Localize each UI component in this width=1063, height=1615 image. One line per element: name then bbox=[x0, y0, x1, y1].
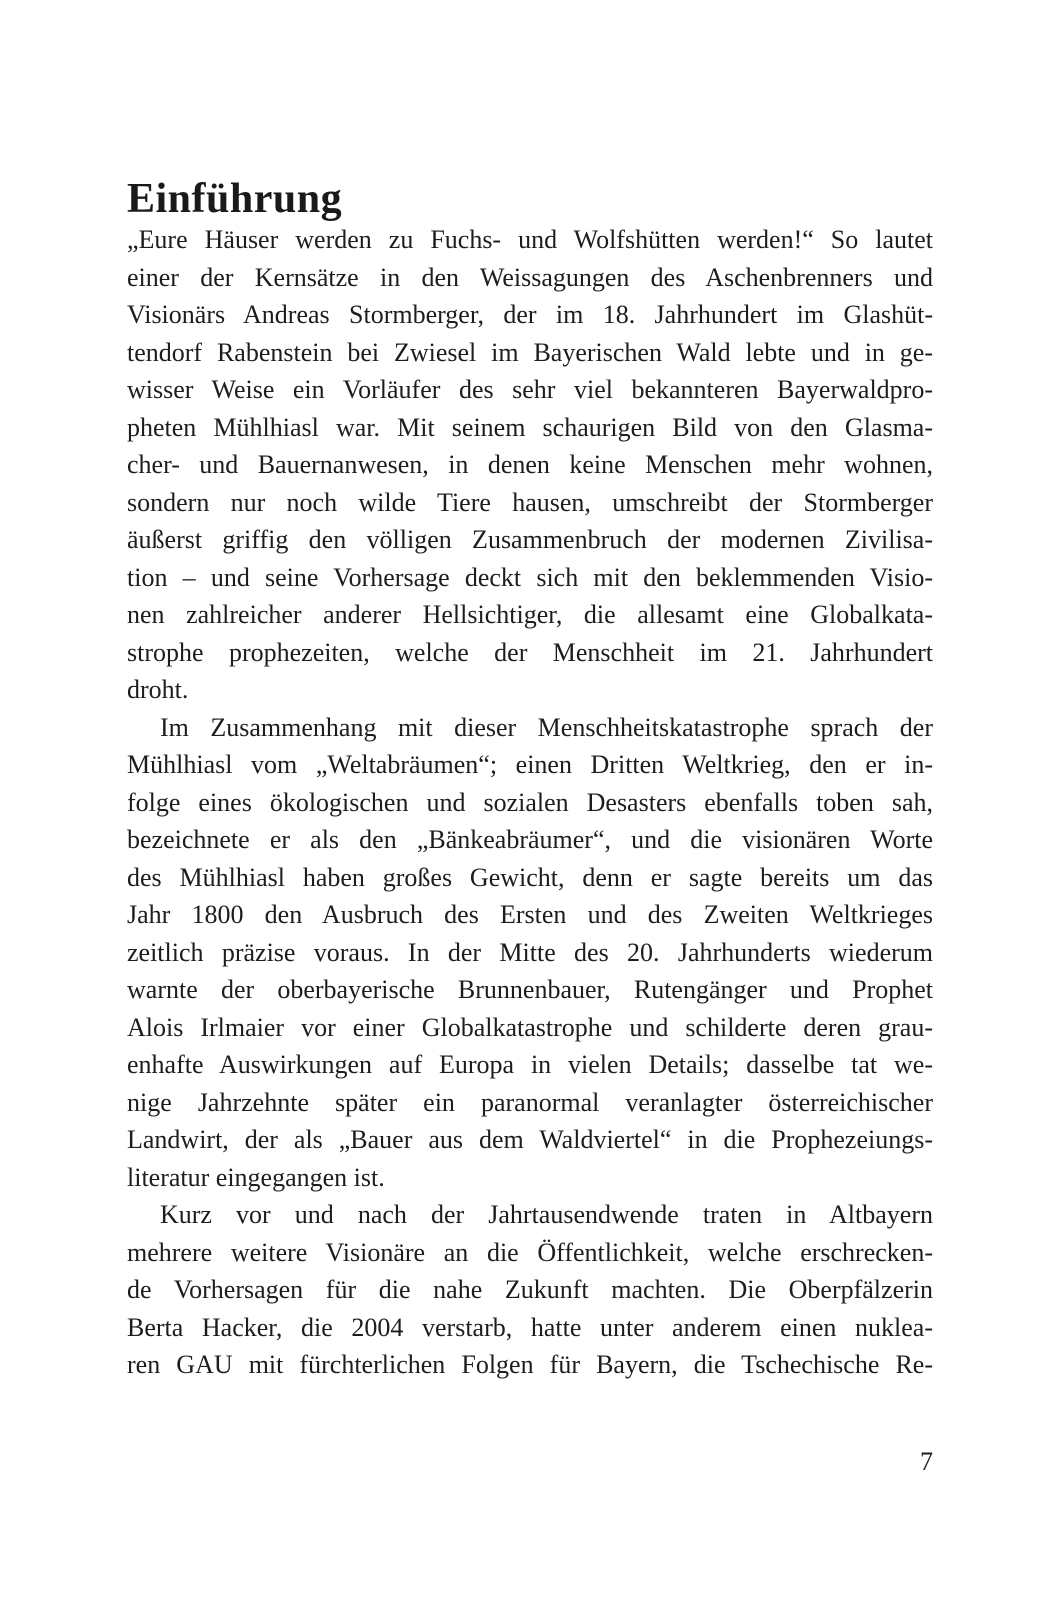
body-line: warnte der oberbayerische Brunnenbauer, Rutengänger und Prophet bbox=[127, 975, 933, 1004]
body-line: literatur eingegangen ist. bbox=[127, 1162, 385, 1192]
body-line: Landwirt, der als „Bauer aus dem Waldviertel“ in die Prophezeiungs- bbox=[127, 1125, 933, 1154]
body-line: sondern nur noch wilde Tiere hausen, umschreibt der Stormberger bbox=[127, 487, 933, 517]
body-line: nige Jahrzehnte später ein paranormal veranlagter österreichischer bbox=[127, 1087, 933, 1117]
body-line: nen zahlreicher anderer Hellsichtiger, die allesamt eine Globalkata- bbox=[127, 600, 933, 629]
body-line: Visionärs Andreas Stormberger, der im 18. Jahrhundert im Glashüt- bbox=[127, 300, 933, 329]
body-line: Kurz vor und nach der Jahrtausendwende traten in Altbayern bbox=[160, 1200, 933, 1229]
body-line: strophe prophezeiten, welche der Menschheit im 21. Jahrhundert bbox=[127, 637, 933, 667]
body-line: Alois Irlmaier vor einer Globalkatastrophe und schilderte deren grau- bbox=[127, 1012, 933, 1042]
body-line: einer der Kernsätze in den Weissagungen des Aschenbrenners und bbox=[127, 262, 933, 292]
body-line: des Mühlhiasl haben großes Gewicht, denn er sagte bereits um das bbox=[127, 862, 933, 892]
body-line: „Eure Häuser werden zu Fuchs- und Wolfshütten werden!“ So lautet bbox=[127, 225, 933, 254]
body-line: de Vorhersagen für die nahe Zukunft machten. Die Oberpfälzerin bbox=[127, 1275, 933, 1304]
body-line: zeitlich präzise voraus. In der Mitte des 20. Jahrhunderts wiederum bbox=[127, 937, 933, 967]
body-text bbox=[127, 221, 933, 1384]
body-line: äußerst griffig den völligen Zusammenbruch der modernen Zivilisa- bbox=[127, 525, 933, 554]
body-line: wisser Weise ein Vorläufer des sehr viel bekannteren Bayerwaldpro- bbox=[127, 375, 933, 404]
body-line: Im Zusammenhang mit dieser Menschheitskatastrophe sprach der bbox=[160, 712, 933, 742]
body-line: droht. bbox=[127, 675, 189, 704]
body-line: Mühlhiasl vom „Weltabräumen“; einen Dritten Weltkrieg, den er in- bbox=[127, 750, 933, 779]
page-number: 7 bbox=[920, 1447, 933, 1476]
body-line: tendorf Rabenstein bei Zwiesel im Bayerischen Wald lebte und in ge- bbox=[127, 337, 933, 367]
body-line: Jahr 1800 den Ausbruch des Ersten und des Zweiten Weltkrieges bbox=[127, 900, 933, 929]
body-line: pheten Mühlhiasl war. Mit seinem schaurigen Bild von den Glasma- bbox=[127, 412, 933, 442]
body-line: folge eines ökologischen und sozialen Desasters ebenfalls toben sah, bbox=[127, 787, 933, 817]
body-line: enhafte Auswirkungen auf Europa in vielen Details; dasselbe tat we- bbox=[127, 1050, 933, 1079]
body-line: cher- und Bauernanwesen, in denen keine Menschen mehr wohnen, bbox=[127, 450, 933, 479]
body-line: bezeichnete er als den „Bänkeabräumer“, und die visionären Worte bbox=[127, 825, 933, 854]
body-line: mehrere weitere Visionäre an die Öffentlichkeit, welche erschrecken- bbox=[127, 1237, 933, 1267]
chapter-heading: Einführung bbox=[127, 176, 343, 223]
body-line: tion – und seine Vorhersage deckt sich mit den beklemmenden Visio- bbox=[127, 562, 933, 592]
body-line: ren GAU mit fürchterlichen Folgen für Bayern, die Tschechische Re- bbox=[127, 1350, 933, 1379]
body-line: Berta Hacker, die 2004 verstarb, hatte unter anderem einen nuklea- bbox=[127, 1312, 933, 1342]
